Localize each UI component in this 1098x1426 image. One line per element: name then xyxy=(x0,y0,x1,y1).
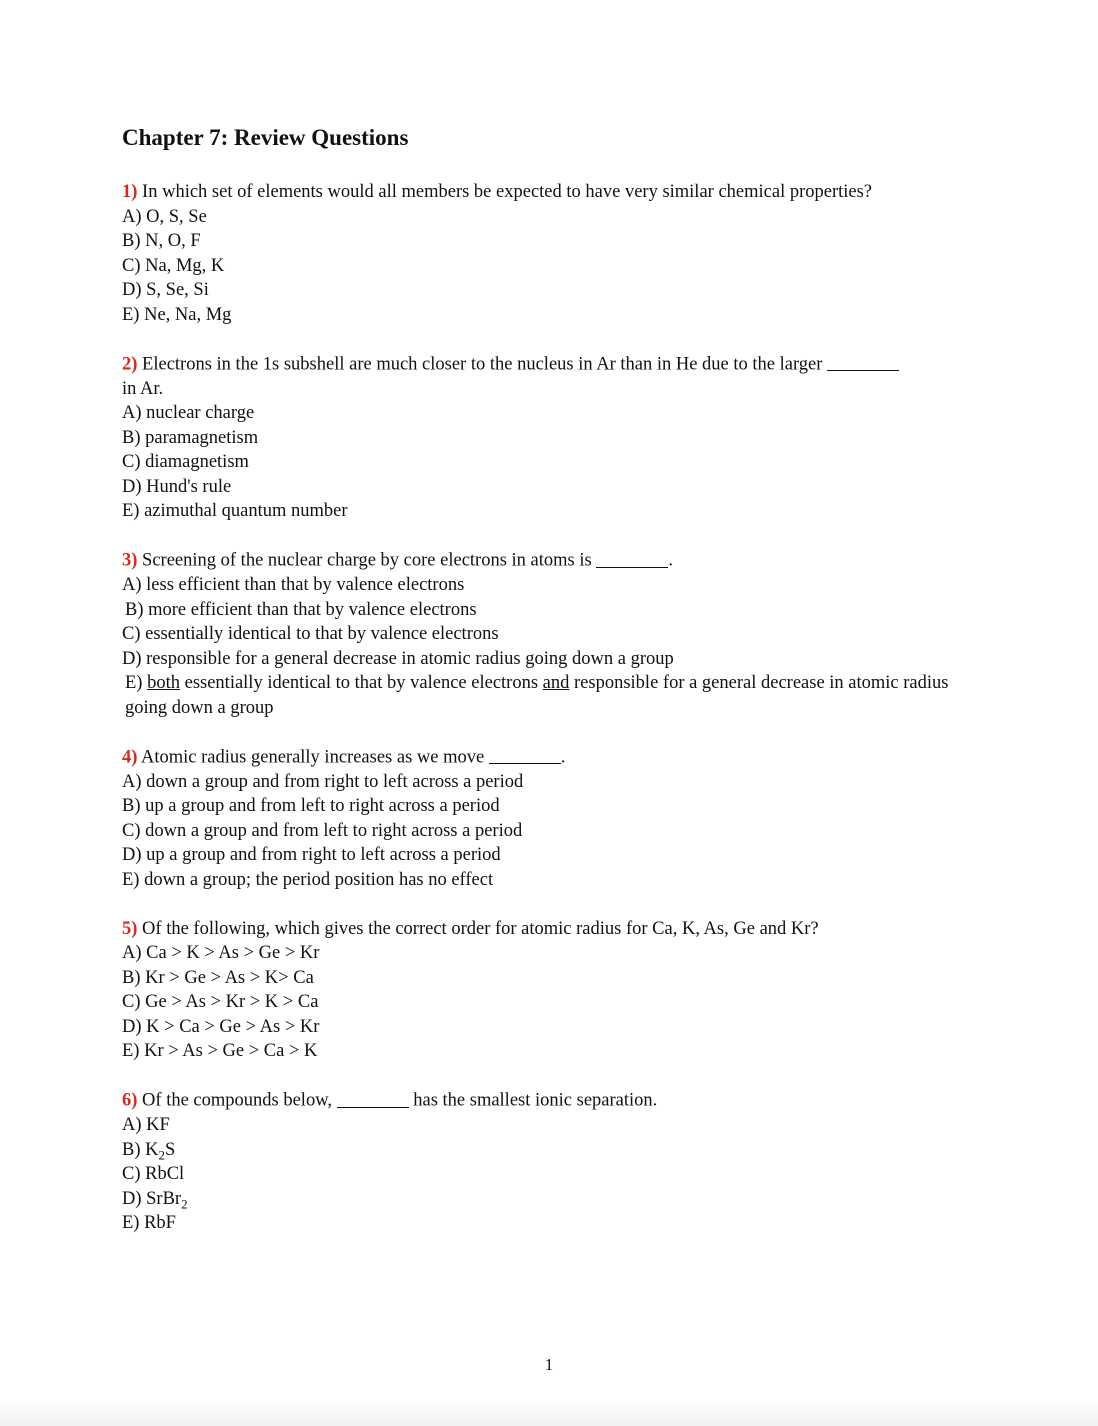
page-bottom-shadow xyxy=(0,1400,1098,1426)
answer-choice: B) more efficient than that by valence electrons xyxy=(125,599,477,620)
answer-choice: B) up a group and from left to right across a period xyxy=(122,796,500,816)
answer-choice: D) S, Se, Si xyxy=(122,280,209,300)
question-text: Electrons in the 1s subshell are much closer to the nucleus in Ar than in He due to the larger xyxy=(142,354,823,374)
question-stem xyxy=(122,745,972,770)
subscript: 2 xyxy=(181,1196,188,1212)
choice-text: responsible for a general decrease in atomic radius going down a group xyxy=(125,673,949,718)
answer-choice: D) Hund's rule xyxy=(122,476,232,497)
page-title: Chapter 7: Review Questions xyxy=(122,125,409,150)
question-stem xyxy=(122,548,972,573)
answer-choice: A) O, S, Se xyxy=(122,206,207,227)
answer-choice: B) N, O, F xyxy=(122,231,201,251)
answer-choice: D) responsible for a general decrease in atomic radius going down a group xyxy=(122,648,674,669)
answer-choice: E) azimuthal quantum number xyxy=(122,501,348,521)
question-text: Of the compounds below, xyxy=(142,1090,332,1111)
question-3 xyxy=(122,548,972,720)
answer-choice: E) Kr > As > Ge > Ca > K xyxy=(122,1041,318,1061)
answer-choice: A) nuclear charge xyxy=(122,403,255,423)
question-6 xyxy=(122,1088,972,1236)
answer-blank xyxy=(337,1088,409,1108)
question-text-end: . xyxy=(668,550,673,571)
choice-text: B) K xyxy=(122,1139,159,1160)
answer-choice: E) Ne, Na, Mg xyxy=(122,304,232,325)
question-stem xyxy=(122,352,972,377)
question-text-end: in Ar. xyxy=(122,378,164,399)
answer-blank xyxy=(827,352,899,372)
question-2 xyxy=(122,352,972,524)
answer-choice: A) Ca > K > As > Ge > Kr xyxy=(122,943,320,963)
answer-choice xyxy=(122,1187,972,1212)
question-text: Of the following, which gives the correct order for atomic radius for Ca, K, As, Ge and Kr? xyxy=(142,918,819,939)
answer-choice: C) essentially identical to that by valence electrons xyxy=(122,624,499,644)
choice-label: E) xyxy=(125,673,143,693)
question-number: 1) xyxy=(122,182,138,202)
answer-choice: C) Ge > As > Kr > K > Ca xyxy=(122,992,319,1012)
choice-text: S xyxy=(164,1139,176,1160)
answer-choice: D) K > Ca > Ge > As > Kr xyxy=(122,1016,320,1037)
answer-choice: C) down a group and from left to right across a period xyxy=(122,820,523,841)
answer-blank xyxy=(596,548,668,568)
question-text: In which set of elements would all members be expected to have very similar chemical properties? xyxy=(142,182,873,202)
answer-choice: C) diamagnetism xyxy=(122,452,249,472)
page-number: 1 xyxy=(544,1355,554,1374)
question-4 xyxy=(122,745,972,893)
question-number: 5) xyxy=(122,918,138,939)
answer-choice xyxy=(122,1138,972,1163)
question-number: 4) xyxy=(122,747,138,767)
answer-choice: A) down a group and from right to left across a period xyxy=(122,771,524,792)
choice-text: D) SrBr xyxy=(122,1188,182,1209)
question-number: 6) xyxy=(122,1090,138,1111)
question-number: 2) xyxy=(122,354,138,374)
emphasis-both: both xyxy=(147,673,180,693)
answer-choice: A) less efficient than that by valence electrons xyxy=(122,575,465,595)
question-5 xyxy=(122,917,972,1064)
question-stem xyxy=(122,1088,972,1113)
subscript: 2 xyxy=(158,1147,165,1163)
page-content xyxy=(122,120,972,1260)
answer-choice: C) Na, Mg, K xyxy=(122,255,225,276)
question-stem xyxy=(122,180,972,205)
choice-text: essentially identical to that by valence electrons xyxy=(184,673,539,693)
question-text: Atomic radius generally increases as we move xyxy=(141,747,485,767)
answer-choice xyxy=(122,671,972,720)
answer-blank xyxy=(489,745,561,765)
answer-choice: D) up a group and from right to left across a period xyxy=(122,845,501,865)
question-1 xyxy=(122,180,972,327)
answer-choice: C) RbCl xyxy=(122,1164,185,1184)
answer-choice: E) RbF xyxy=(122,1213,176,1233)
emphasis-and: and xyxy=(542,673,570,693)
answer-choice: B) paramagnetism xyxy=(122,427,259,448)
answer-choice: B) Kr > Ge > As > K> Ca xyxy=(122,967,314,988)
answer-choice: E) down a group; the period position has no effect xyxy=(122,869,494,890)
question-text-end: . xyxy=(560,747,566,767)
question-text: Screening of the nuclear charge by core electrons in atoms is xyxy=(142,550,592,571)
question-number: 3) xyxy=(122,550,138,571)
question-stem xyxy=(122,917,972,942)
question-text-end: has the smallest ionic separation. xyxy=(413,1090,658,1111)
answer-choice: A) KF xyxy=(122,1115,170,1135)
